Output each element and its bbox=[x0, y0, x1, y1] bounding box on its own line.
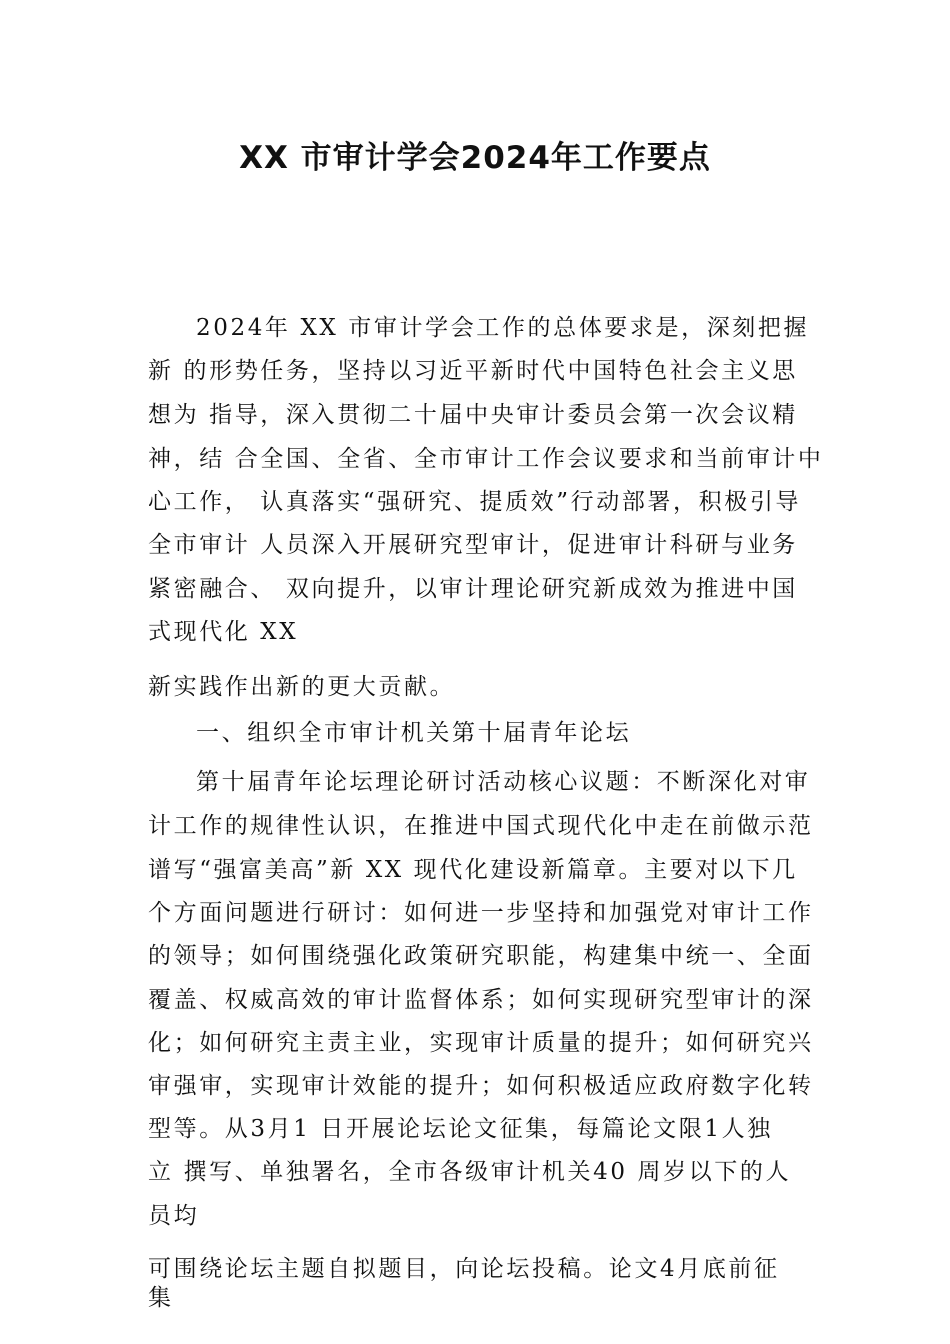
paragraph-line: 计工作的规律性认识，在推进中国式现代化中走在前做示范 bbox=[148, 813, 814, 839]
paragraph-line: 谱写“强富美高”新 XX 现代化建设新篇章。主要对以下几 bbox=[148, 857, 798, 883]
paragraph-line: 审强审，实现审计效能的提升；如何积极适应政府数字化转 bbox=[148, 1073, 814, 1099]
paragraph-line: 化；如何研究主责主业，实现审计质量的提升；如何研究兴 bbox=[148, 1030, 814, 1056]
paragraph-line: 型等。从3月1 日开展论坛论文征集，每篇论文限1人独 bbox=[148, 1116, 773, 1142]
paragraph-line: 员均 bbox=[148, 1203, 200, 1229]
paragraph-line: 立 撰写、单独署名，全市各级审计机关40 周岁以下的人 bbox=[148, 1159, 792, 1185]
paragraph-line: 的领导；如何围绕强化政策研究职能，构建集中统一、全面 bbox=[148, 943, 814, 969]
paragraph-line: 新实践作出新的更大贡献。 bbox=[148, 674, 456, 700]
paragraph-line: 式现代化 XX bbox=[148, 619, 299, 645]
paragraph-line: 2024年 XX 市审计学会工作的总体要求是，深刻把握 bbox=[196, 315, 810, 341]
paragraph-line: 全市审计 人员深入开展研究型审计，促进审计科研与业务 bbox=[148, 532, 798, 558]
paragraph-line: 集 bbox=[148, 1285, 174, 1311]
document-title: XX 市审计学会2024年工作要点 bbox=[239, 140, 711, 176]
paragraph-line: 神，结 合全国、全省、全市审计工作会议要求和当前审计中 bbox=[148, 446, 824, 472]
paragraph-line: 覆盖、权威高效的审计监督体系；如何实现研究型审计的深 bbox=[148, 987, 814, 1013]
paragraph-line: 想为 指导，深入贯彻二十届中央审计委员会第一次会议精 bbox=[148, 402, 798, 428]
paragraph-line: 紧密融合、 双向提升，以审计理论研究新成效为推进中国 bbox=[148, 576, 798, 602]
paragraph-line: 新 的形势任务，坚持以习近平新时代中国特色社会主义思 bbox=[148, 358, 798, 384]
section-heading: 一、组织全市审计机关第十届青年论坛 bbox=[196, 720, 632, 746]
paragraph-line: 第十届青年论坛理论研讨活动核心议题：不断深化对审 bbox=[196, 769, 811, 795]
paragraph-line: 可围绕论坛主题自拟题目，向论坛投稿。论文4月底前征 bbox=[148, 1256, 780, 1282]
paragraph-line: 心工作， 认真落实“强研究、提质效”行动部署，积极引导 bbox=[148, 489, 802, 515]
paragraph-line: 个方面问题进行研讨：如何进一步坚持和加强党对审计工作 bbox=[148, 900, 814, 926]
